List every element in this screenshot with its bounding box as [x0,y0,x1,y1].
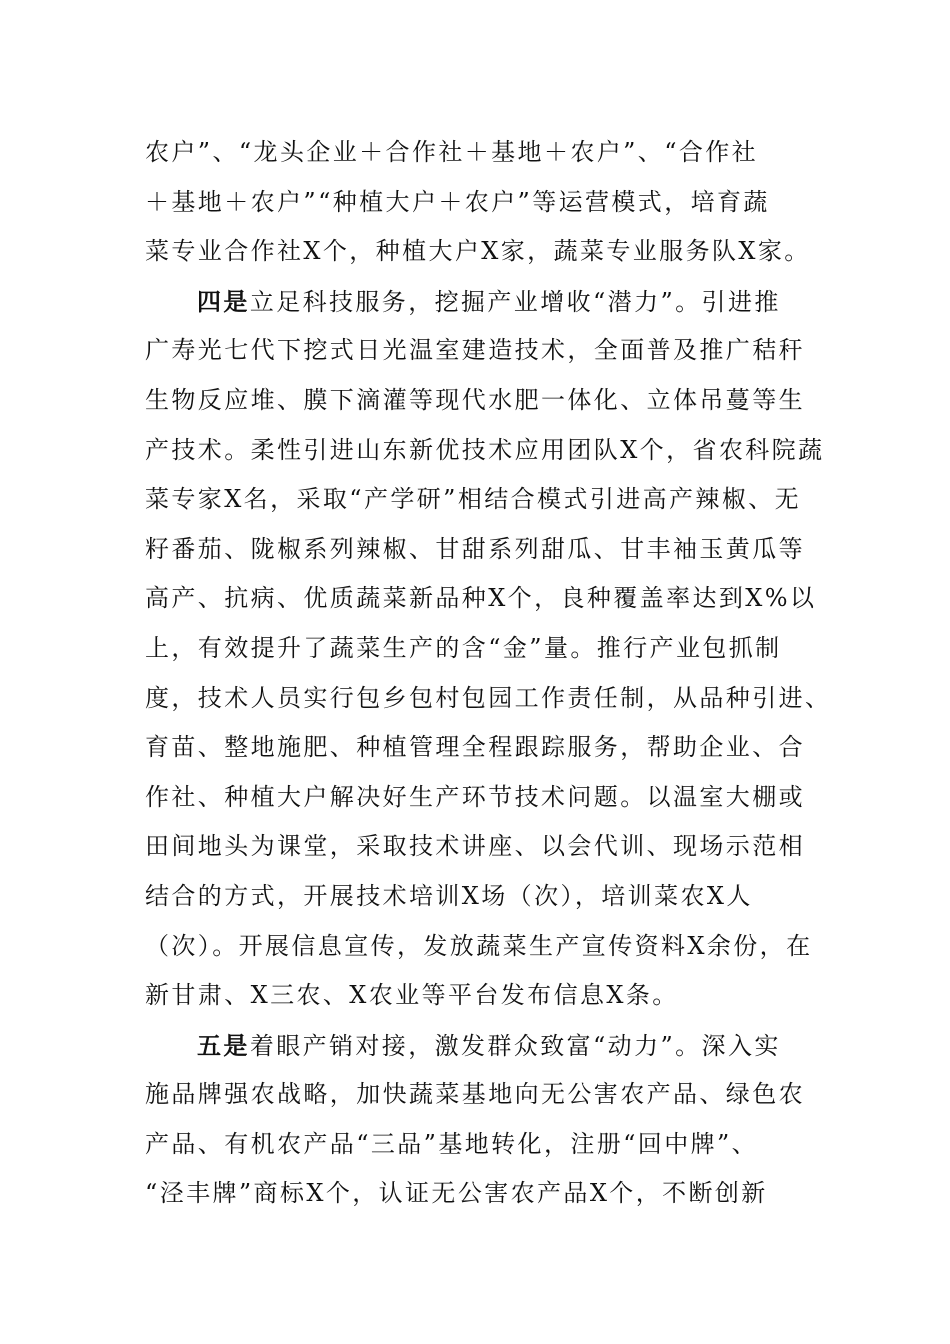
line-text: 农户”、“龙头企业＋合作社＋基地＋农户”、“合作社 [145,138,759,166]
line-text: 上，有效提升了蔬菜生产的含“金”量。推行产业包抓制 [145,633,782,662]
paragraph-start-line [145,277,825,327]
line-text: 产技术。柔性引进山东新优技术应用团队X个，省农科院蔬 [145,435,825,464]
text-line [145,1120,825,1170]
text-line [145,624,825,674]
text-line [145,1070,825,1120]
text-line [145,574,825,624]
text-line [145,128,825,178]
paragraph-lead: 四是 [197,286,250,316]
text-line [145,822,825,872]
line-text: 菜专家X名，采取“产学研”相结合模式引进高产辣椒、无 [145,485,802,514]
line-text: 作社、种植大户解决好生产环节技术问题。以温室大棚或 [145,782,805,811]
line-text: “泾丰牌”商标X个，认证无公害农产品X个，不断创新 [145,1179,768,1208]
line-text: 施品牌强农战略，加快蔬菜基地向无公害农产品、绿色农 [145,1080,805,1109]
text-line [145,227,825,277]
line-text: 育苗、整地施肥、种植管理全程跟踪服务，帮助企业、合 [145,733,805,762]
text-line [145,426,825,476]
text-line [145,475,825,525]
line-text: 度，技术人员实行包乡包村包园工作责任制，从品种引进、 [145,683,832,712]
text-line [145,922,825,972]
text-line [145,525,825,575]
body-text [145,128,832,1219]
text-line [145,971,825,1021]
line-text: 菜专业合作社X个，种植大户X家，蔬菜专业服务队X家。 [145,237,811,266]
text-line [145,178,825,228]
text-line [145,872,825,922]
line-text: 籽番茄、陇椒系列辣椒、甘甜系列甜瓜、甘丰袖玉黄瓜等 [145,534,805,563]
line-text: 结合的方式，开展技术培训X场（次），培训菜农X人 [145,881,753,910]
text-line [145,674,832,724]
line-text: 新甘肃、X三农、X农业等平台发布信息X条。 [145,981,679,1010]
line-text: 着眼产销对接，激发群众致富“动力”。深入实 [249,1031,781,1060]
text-line [145,376,825,426]
text-line [145,773,825,823]
line-text: 立足科技服务，挖掘产业增收“潜力”。引进推 [249,287,781,316]
line-text: 广寿光七代下挖式日光温室建造技术，全面普及推广秸秆 [145,336,805,365]
text-line [145,326,825,376]
line-text: 田间地头为课堂，采取技术讲座、以会代训、现场示范相 [145,832,805,861]
line-text: ＋基地＋农户”“种植大户＋农户”等运营模式，培育蔬 [145,187,770,216]
line-text: 高产、抗病、优质蔬菜新品种X个，良种覆盖率达到X%以 [145,584,817,613]
paragraph-lead: 五是 [197,1030,250,1060]
line-text: 生物反应堆、膜下滴灌等现代水肥一体化、立体吊蔓等生 [145,385,805,414]
text-line [145,723,825,773]
paragraph-start-line [145,1021,825,1071]
text-line [145,1169,825,1219]
line-text: （次）。开展信息宣传，发放蔬菜生产宣传资料X余份，在 [145,931,813,960]
line-text: 产品、有机农产品“三品”基地转化，注册“回中牌”、 [145,1129,759,1158]
